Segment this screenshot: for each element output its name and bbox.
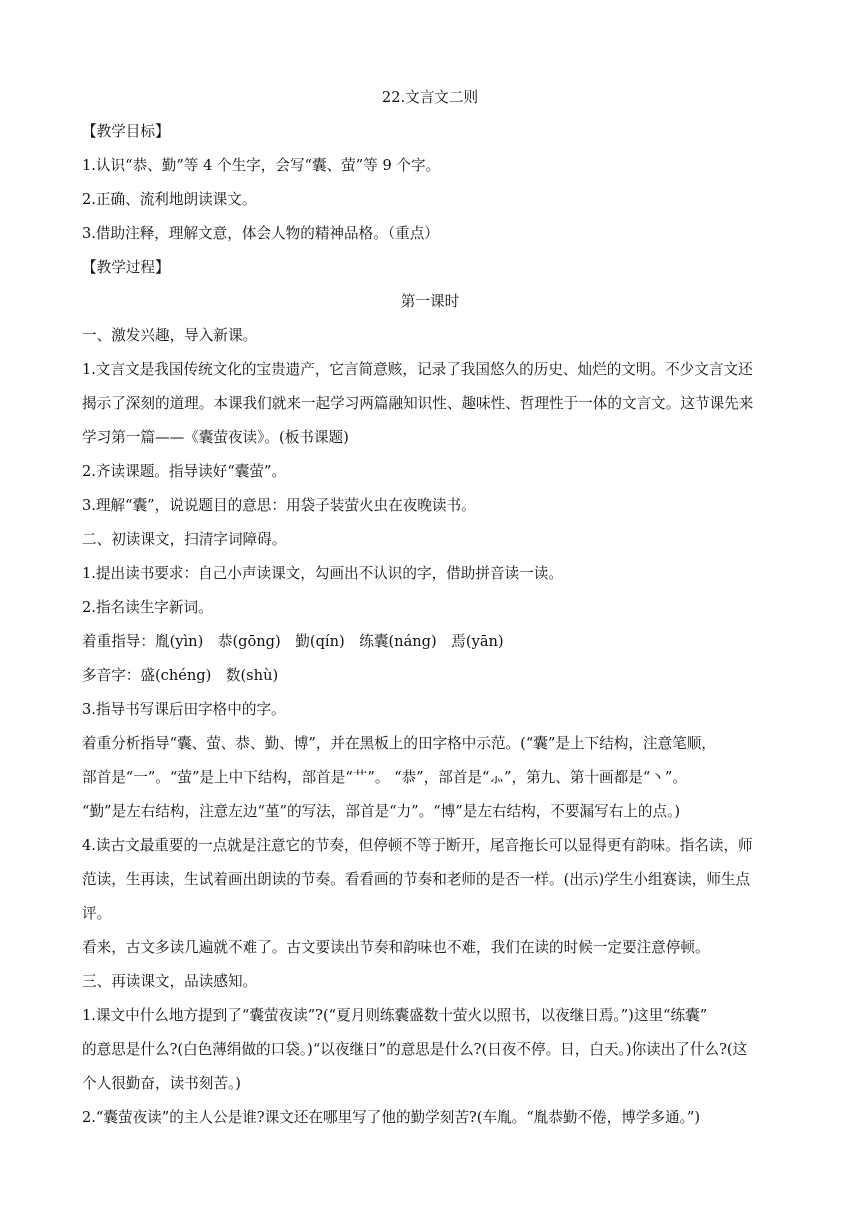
goal-item: 2.正确、流利地朗读课文。 <box>82 191 257 208</box>
body-line: 一、激发兴趣，导入新课。 <box>82 327 258 344</box>
lesson-heading: 第一课时 <box>400 293 460 310</box>
body-line: 1.课文中什么地方提到了“囊萤夜读”?(“夏月则练囊盛数十萤火以照书，以夜继日焉。”)这里“练囊” <box>82 1007 708 1024</box>
goal-item: 3.借助注释，理解文意，体会人物的精神品格。（重点） <box>82 225 439 242</box>
body-line: 的意思是什么?(白色薄绢做的口袋。)“以夜继日”的意思是什么?(日夜不停。日，白天。)你读出了什么?(这 <box>82 1041 748 1058</box>
body-line: 4.读古文最重要的一点就是注意它的节奏，但停顿不等于断开，尾音拖长可以显得更有韵味。指名读，师 <box>82 837 753 854</box>
body-line: 3.指导书写课后田字格中的字。 <box>82 701 286 718</box>
body-line: 三、再读课文，品读感知。 <box>82 973 258 990</box>
body-line: 1.提出读书要求：自己小声读课文，勾画出不认识的字，借助拼音读一读。 <box>82 565 563 582</box>
body-line: 个人很勤奋，读书刻苦。) <box>82 1075 241 1092</box>
body-line: 2.齐读课题。指导读好“囊萤”。 <box>82 463 286 480</box>
body-line: 3.理解“囊”，说说题目的意思：用袋子装萤火虫在夜晚读书。 <box>82 497 476 514</box>
body-line: 看来，古文多读几遍就不难了。古文要读出节奏和韵味也不难，我们在读的时候一定要注意停顿。 <box>82 939 710 956</box>
body-line: 1.文言文是我国传统文化的宝贵遗产，它言简意赅，记录了我国悠久的历史、灿烂的文明。不少文言文还 <box>82 361 753 378</box>
body-line: 2.“囊萤夜读”的主人公是谁?课文还在哪里写了他的勤学刻苦?(车胤。“胤恭勤不倦，博学多通。”) <box>82 1109 701 1126</box>
body-line: 多音字：盛(chéng) 数(shù) <box>82 667 279 684</box>
body-line: 2.指名读生字新词。 <box>82 599 213 616</box>
body-line: 二、初读课文，扫清字词障碍。 <box>82 531 287 548</box>
body-line: 学习第一篇——《囊萤夜读》。(板书课题) <box>82 429 349 446</box>
body-line: 揭示了深刻的道理。本课我们就来一起学习两篇融知识性、趣味性、哲理性于一体的文言文。这节课先来 <box>82 395 754 412</box>
process-heading: 【教学过程】 <box>82 259 170 276</box>
body-line: 范读，生再读，生试着画出朗读的节奏。看看画的节奏和老师的是否一样。(出示)学生小组赛读，师生点 <box>82 871 751 888</box>
body-line: 部首是“一”。“萤”是上中下结构，部首是“艹”。 “恭”，部首是“⺗”，第九、第十画都是“丶”。 <box>82 769 687 786</box>
body-line: 着重指导：胤(yìn) 恭(gōng) 勤(qín) 练囊(náng) 焉(yān) <box>82 633 504 650</box>
doc-title: 22.文言文二则 <box>381 89 479 106</box>
goal-item: 1.认识“恭、勤”等 4 个生字，会写“囊、萤”等 9 个字。 <box>82 157 441 174</box>
body-line: “勤”是左右结构，注意左边“堇”的写法，部首是“力”。“博”是左右结构，不要漏写右上的点。) <box>82 803 681 820</box>
goal-heading: 【教学目标】 <box>82 123 170 140</box>
body-line: 着重分析指导“囊、萤、恭、勤、博”，并在黑板上的田字格中示范。(“囊”是上下结构，注意笔顺， <box>82 735 716 752</box>
body-line: 评。 <box>82 905 112 922</box>
